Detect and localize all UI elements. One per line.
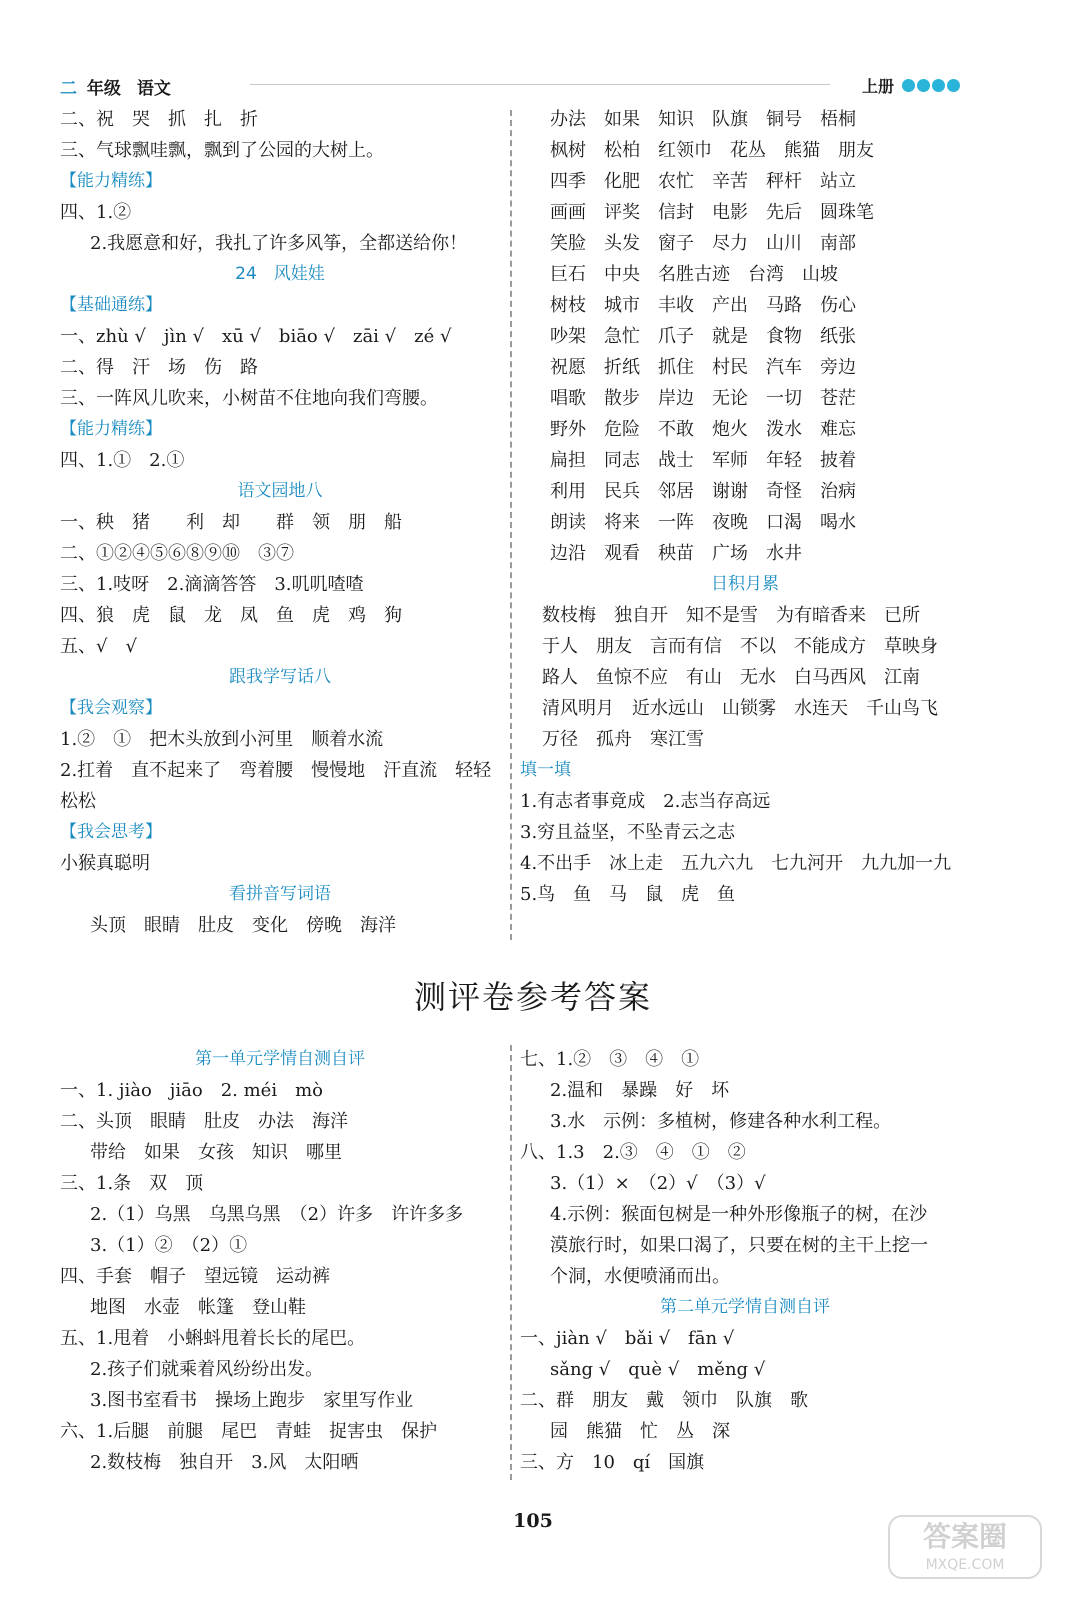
answer-line: 个洞，水便喷涌而出。 xyxy=(550,1266,730,1287)
answer-line: 八、1.3 2.③ ④ ① ② xyxy=(520,1142,746,1163)
column-divider-bottom xyxy=(510,1045,512,1480)
answer-line: 唱歌 散步 岸边 无论 一切 苍茫 xyxy=(550,388,856,409)
answer-line: 画画 评奖 信封 电影 先后 圆珠笔 xyxy=(550,202,874,223)
answer-line: 五、√ √ xyxy=(60,636,137,657)
header-subject: 语文 xyxy=(136,79,171,99)
answer-line: 朗读 将来 一阵 夜晚 口渴 喝水 xyxy=(550,512,856,533)
header-dots-icon xyxy=(900,79,960,92)
answer-line: 一、zhù √ jìn √ xū √ biāo √ zāi √ zé √ xyxy=(60,326,452,347)
answer-line: 六、1.后腿 前腿 尾巴 青蛙 捉害虫 保护 xyxy=(60,1421,438,1442)
answer-line: 2.孩子们就乘着风纷纷出发。 xyxy=(90,1359,324,1380)
bracket-heading: 【能力精练】 xyxy=(60,419,162,439)
bracket-heading: 【能力精练】 xyxy=(60,171,162,191)
answer-line: 3.（1）② （2）① xyxy=(90,1235,248,1256)
watermark-url: MXQE.COM xyxy=(925,1557,1005,1573)
answer-line: 吵架 急忙 爪子 就是 食物 纸张 xyxy=(550,326,856,347)
answer-line: 一、秧 猪 利 却 群 领 朋 船 xyxy=(60,512,402,533)
answer-line: 1.② ① 把木头放到小河里 顺着水流 xyxy=(60,729,384,750)
answer-line: 巨石 中央 名胜古迹 台湾 山坡 xyxy=(550,264,838,285)
section-heading: 看拼音写词语 xyxy=(229,884,331,904)
answer-line: 地图 水壶 帐篷 登山鞋 xyxy=(90,1297,306,1318)
answer-line: 利用 民兵 邻居 谢谢 奇怪 治病 xyxy=(550,481,856,502)
answer-line: 2.我愿意和好，我扎了许多风筝，全都送给你！ xyxy=(90,233,468,254)
answer-line: 4.示例：猴面包树是一种外形像瓶子的树，在沙 xyxy=(550,1204,928,1225)
answer-line: 小猴真聪明 xyxy=(60,853,150,874)
column-divider-top xyxy=(510,110,512,940)
section-heading: 日积月累 xyxy=(711,574,779,594)
answer-line: 树枝 城市 丰收 产出 马路 伤心 xyxy=(550,295,856,316)
header-grade: 年级 xyxy=(86,79,121,99)
answer-line: 笑脸 头发 窗子 尽力 山川 南部 xyxy=(550,233,856,254)
header-rule xyxy=(250,84,830,85)
answer-line: 5.鸟 鱼 马 鼠 虎 鱼 xyxy=(520,884,736,905)
answer-line: 四、狼 虎 鼠 龙 凤 鱼 虎 鸡 狗 xyxy=(60,605,402,626)
left-top-column xyxy=(60,104,500,941)
answer-line: 三、气球飘哇飘，飘到了公园的大树上。 xyxy=(60,140,384,161)
answer-line: 办法 如果 知识 队旗 铜号 梧桐 xyxy=(550,109,856,130)
answer-line: 三、1.条 双 顶 xyxy=(60,1173,204,1194)
answer-line: 二、群 朋友 戴 领巾 队旗 歌 xyxy=(520,1390,808,1411)
page-number: 105 xyxy=(513,1510,553,1532)
section-heading: 第一单元学情自测自评 xyxy=(195,1049,365,1069)
answer-line: 3.水 示例：多植树，修建各种水利工程。 xyxy=(550,1111,892,1132)
answer-line: 三、一阵风儿吹来，小树苗不住地向我们弯腰。 xyxy=(60,388,438,409)
answer-line: 头顶 眼睛 肚皮 变化 傍晚 海洋 xyxy=(90,915,396,936)
header-volume xyxy=(862,74,960,97)
answer-line: 2.扛着 直不起来了 弯着腰 慢慢地 汗直流 轻轻 xyxy=(60,760,492,781)
section-heading: 填一填 xyxy=(520,760,571,780)
watermark-logo xyxy=(888,1515,1042,1579)
answer-line: 五、1.甩着 小蝌蚪甩着长长的尾巴。 xyxy=(60,1328,366,1349)
answer-line: 漠旅行时，如果口渴了，只要在树的主干上挖一 xyxy=(550,1235,928,1256)
answer-line: 四、1.① 2.① xyxy=(60,450,185,471)
answer-line: 一、jiàn √ bǎi √ fān √ xyxy=(520,1328,735,1349)
answer-line: 松松 xyxy=(60,791,96,812)
page-header xyxy=(60,70,960,102)
answer-line: 万径 孤舟 寒江雪 xyxy=(542,729,704,750)
right-bottom-column xyxy=(520,1044,970,1478)
answer-line: 4.不出手 冰上走 五九六九 七九河开 九九加一九 xyxy=(520,853,952,874)
answer-line: 一、1. jiào jiāo 2. méi mò xyxy=(60,1080,323,1101)
bracket-heading: 【我会思考】 xyxy=(60,822,162,842)
section-title: 测评卷参考答案 xyxy=(413,978,652,1016)
answer-line: 祝愿 折纸 抓住 村民 汽车 旁边 xyxy=(550,357,856,378)
answer-line: 二、①②④⑤⑥⑧⑨⑩ ③⑦ xyxy=(60,543,294,564)
answer-line: 3.（1）× （2）√ （3）√ xyxy=(550,1173,766,1194)
answer-line: 3.穷且益坚，不坠青云之志 xyxy=(520,822,736,843)
answer-line: 园 熊猫 忙 丛 深 xyxy=(550,1421,730,1442)
header-grade-subject xyxy=(60,74,171,99)
answer-line: 1.有志者事竟成 2.志当存高远 xyxy=(520,791,771,812)
answer-line: 扁担 同志 战士 军师 年轻 披着 xyxy=(550,450,856,471)
answer-line: 于人 朋友 言而有信 不以 不能成方 草映身 xyxy=(542,636,938,657)
answer-line: 数枝梅 独自开 知不是雪 为有暗香来 已所 xyxy=(542,605,920,626)
answer-line: 路人 鱼惊不应 有山 无水 白马西风 江南 xyxy=(542,667,920,688)
answer-line: sǎng √ què √ měng √ xyxy=(550,1359,766,1380)
answer-line: 四季 化肥 农忙 辛苦 秤杆 站立 xyxy=(550,171,856,192)
answer-line: 3.图书室看书 操场上跑步 家里写作业 xyxy=(90,1390,414,1411)
answer-line: 2.数枝梅 独自开 3.风 太阳晒 xyxy=(90,1452,359,1473)
answer-line: 带给 如果 女孩 知识 哪里 xyxy=(90,1142,342,1163)
answer-line: 2.温和 暴躁 好 坏 xyxy=(550,1080,730,1101)
bracket-heading: 【我会观察】 xyxy=(60,698,162,718)
section-heading: 语文园地八 xyxy=(237,481,323,501)
section-heading: 跟我学写话八 xyxy=(229,667,331,687)
section-heading: 第二单元学情自测自评 xyxy=(660,1297,830,1317)
answer-line: 二、头顶 眼睛 肚皮 办法 海洋 xyxy=(60,1111,348,1132)
answer-line: 三、方 10 qí 国旗 xyxy=(520,1452,705,1473)
left-bottom-column xyxy=(60,1044,500,1478)
header-volume-label: 上册 xyxy=(861,77,894,96)
answer-line: 二、祝 哭 抓 扎 折 xyxy=(60,109,258,130)
answer-line: 2.（1）乌黑 乌黑乌黑 （2）许多 许许多多 xyxy=(90,1204,464,1225)
header-grade-number: 二 xyxy=(60,79,77,99)
watermark-main: 答案圈 xyxy=(922,1520,1007,1553)
answer-line: 七、1.② ③ ④ ① xyxy=(520,1049,700,1070)
answer-line: 清风明月 近水远山 山锁雾 水连天 千山鸟飞 xyxy=(542,698,938,719)
answer-line: 三、1.吱呀 2.滴滴答答 3.叽叽喳喳 xyxy=(60,574,364,595)
answer-line: 二、得 汗 场 伤 路 xyxy=(60,357,258,378)
answer-line: 边沿 观看 秧苗 广场 水井 xyxy=(550,543,802,564)
answer-line: 野外 危险 不敢 炮火 泼水 难忘 xyxy=(550,419,856,440)
bracket-heading: 【基础通练】 xyxy=(60,295,162,315)
section-heading: 24 风娃娃 xyxy=(235,264,325,284)
answer-line: 枫树 松柏 红领巾 花丛 熊猫 朋友 xyxy=(550,140,874,161)
answer-line: 四、手套 帽子 望远镜 运动裤 xyxy=(60,1266,330,1287)
answer-line: 四、1.② xyxy=(60,202,132,223)
right-top-column xyxy=(520,104,970,910)
